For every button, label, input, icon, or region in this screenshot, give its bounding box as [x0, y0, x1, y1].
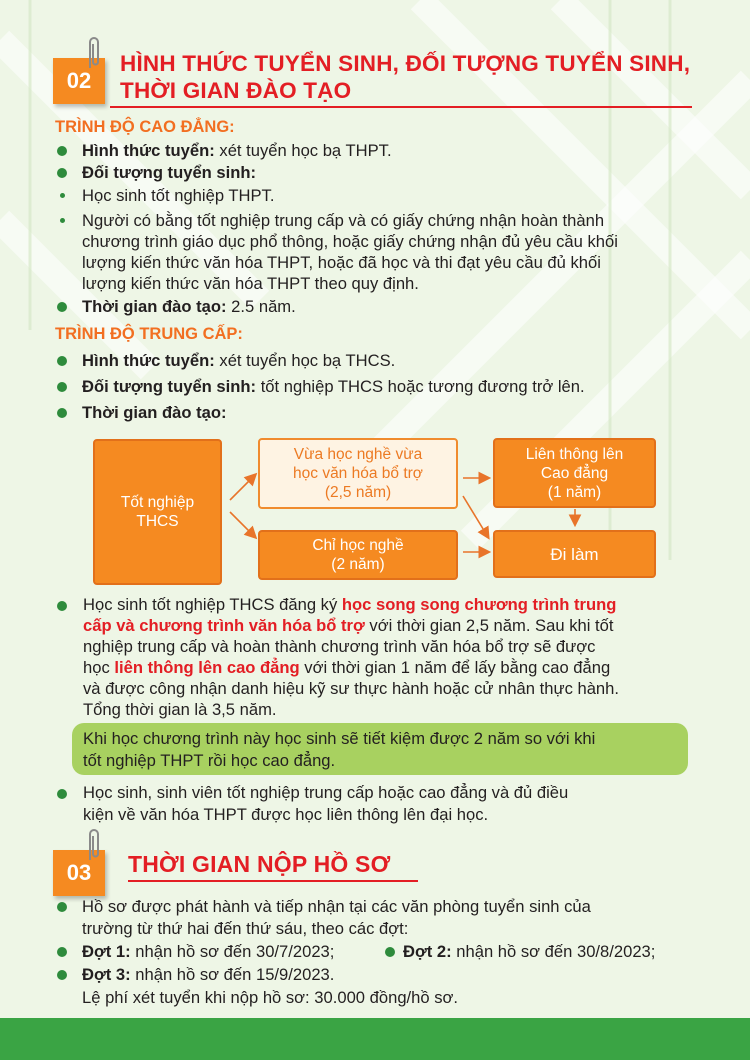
- label: Thời gian đào tạo:: [82, 297, 227, 316]
- s3-fee: Lệ phí xét tuyển khi nộp hồ sơ: 30.000 đồng/hồ sơ.: [82, 988, 459, 1007]
- section-03-title: THỜI GIAN NỘP HỒ SƠ: [128, 851, 391, 877]
- emphasis: liên thông lên cao đẳng: [114, 658, 300, 677]
- cd-target-label: Đối tượng tuyển sinh:: [82, 163, 257, 182]
- section-02-title-line1: HÌNH THỨC TUYỂN SINH, ĐỐI TƯỢNG TUYỂN SINH,: [120, 51, 691, 76]
- highlight-l1: Khi học chương trình này học sinh sẽ tiết kiệm được 2 năm so với khi: [83, 729, 596, 748]
- cd-target-item2-l2: chương trình giáo dục phổ thông, hoặc giấy chứng nhận đủ yêu cầu khối: [82, 232, 618, 251]
- para2-l2: kiện về văn hóa THPT được học liên thông lên đại học.: [83, 805, 489, 824]
- text: 2.5 năm.: [226, 297, 296, 316]
- bullet-icon: [57, 947, 67, 957]
- flow-transfer-l3: (1 năm): [547, 483, 602, 501]
- flow-start-box: [93, 439, 222, 585]
- label: Đối tượng tuyển sinh:: [82, 377, 257, 396]
- emphasis: học song song chương trình trung: [341, 595, 617, 614]
- para2-l1: Học sinh, sinh viên tốt nghiệp trung cấp hoặc cao đẳng và đủ điều: [83, 783, 569, 802]
- text: tốt nghiệp THCS hoặc tương đương trở lên.: [256, 377, 585, 396]
- label: Đợt 2:: [403, 942, 452, 961]
- bullet-icon: [57, 789, 67, 799]
- para1-l3: nghiệp trung cấp và hoàn thành chương trình văn hóa bổ trợ sẽ được: [83, 637, 596, 656]
- tc-time-label: Thời gian đào tạo:: [82, 403, 227, 422]
- flow-transfer-box: [493, 438, 656, 508]
- s3-round3: [82, 964, 334, 985]
- label: Đợt 1:: [82, 942, 131, 961]
- paperclip-icon: [86, 826, 100, 862]
- flow-vocational-l1: Chỉ học nghề: [312, 537, 404, 554]
- s3-p1-l1: Hồ sơ được phát hành và tiếp nhận tại các văn phòng tuyển sinh của: [82, 897, 591, 916]
- flow-parallel-l1: Vừa học nghề vừa: [293, 446, 423, 463]
- flow-work-label: Đi làm: [550, 544, 599, 564]
- flow-start-label: Tốt nghiệp THCS: [120, 494, 195, 530]
- para1-l1: [83, 594, 616, 615]
- flow-parallel-l3: (2,5 năm): [324, 484, 392, 501]
- cd-target-item2-l3: lượng kiến thức văn hóa THPT, hoặc đã học và thi đạt yêu cầu đủ khối: [82, 253, 601, 272]
- para1-l2: [83, 615, 613, 636]
- text: nhận hồ sơ đến 15/9/2023.: [130, 965, 335, 984]
- label: Hình thức tuyển:: [82, 141, 215, 160]
- flow-transfer-l2: Cao đẳng: [540, 464, 609, 482]
- bullet-icon: [385, 947, 395, 957]
- bullet-icon: [57, 902, 67, 912]
- text: học: [83, 658, 115, 677]
- cd-target-item2-l4: lượng kiến thức văn hóa THPT theo quy định.: [82, 274, 419, 293]
- cd-target-item1: Học sinh tốt nghiệp THPT.: [82, 186, 275, 205]
- text: xét tuyển học bạ THPT.: [214, 141, 392, 160]
- flow-work-box: [493, 530, 656, 578]
- bullet-icon: [57, 970, 67, 980]
- badge-number: 02: [66, 68, 92, 93]
- para1-l4: [83, 657, 610, 678]
- flow-vocational-box: [258, 530, 458, 580]
- emphasis: cấp và chương trình văn hóa bổ trợ: [83, 616, 365, 635]
- s3-p1-l2: trường từ thứ hai đến thứ sáu, theo các đợt:: [82, 919, 409, 938]
- flow-parallel-box: [258, 438, 458, 509]
- tc-heading: TRÌNH ĐỘ TRUNG CẤP:: [55, 325, 243, 343]
- title-rule: [128, 880, 418, 882]
- text: nhận hồ sơ đến 30/8/2023;: [451, 942, 656, 961]
- para1-l5: và được công nhận danh hiệu kỹ sư thực hành hoặc cử nhân thực hành.: [83, 679, 619, 698]
- footer-bar: [0, 1018, 750, 1060]
- s3-round2: [403, 941, 655, 962]
- flow-transfer-l1: Liên thông lên: [525, 445, 624, 463]
- cd-heading: TRÌNH ĐỘ CAO ĐẲNG:: [55, 118, 235, 136]
- bullet-icon: [57, 601, 67, 611]
- flow-vocational-l2: (2 năm): [331, 556, 385, 573]
- highlight-l2: tốt nghiệp THPT rồi học cao đẳng.: [83, 751, 336, 770]
- flow-parallel-l2: học văn hóa bổ trợ: [293, 465, 423, 482]
- text: Học sinh tốt nghiệp THCS đăng ký: [83, 595, 342, 614]
- label: Hình thức tuyển:: [82, 351, 215, 370]
- text: nhận hồ sơ đến 30/7/2023;: [130, 942, 335, 961]
- text: với thời gian 2,5 năm. Sau khi tốt: [364, 616, 614, 635]
- para1-l6: Tổng thời gian là 3,5 năm.: [83, 700, 277, 719]
- section-02-title-line2: THỜI GIAN ĐÀO TẠO: [120, 78, 352, 103]
- s3-round1: [82, 941, 334, 962]
- badge-number: 03: [66, 860, 92, 885]
- text: xét tuyển học bạ THCS.: [214, 351, 396, 370]
- cd-target-item2-l1: Người có bằng tốt nghiệp trung cấp và có giấy chứng nhận hoàn thành: [82, 211, 605, 230]
- label: Đợt 3:: [82, 965, 131, 984]
- text: với thời gian 1 năm để lấy bằng cao đẳng: [299, 658, 611, 677]
